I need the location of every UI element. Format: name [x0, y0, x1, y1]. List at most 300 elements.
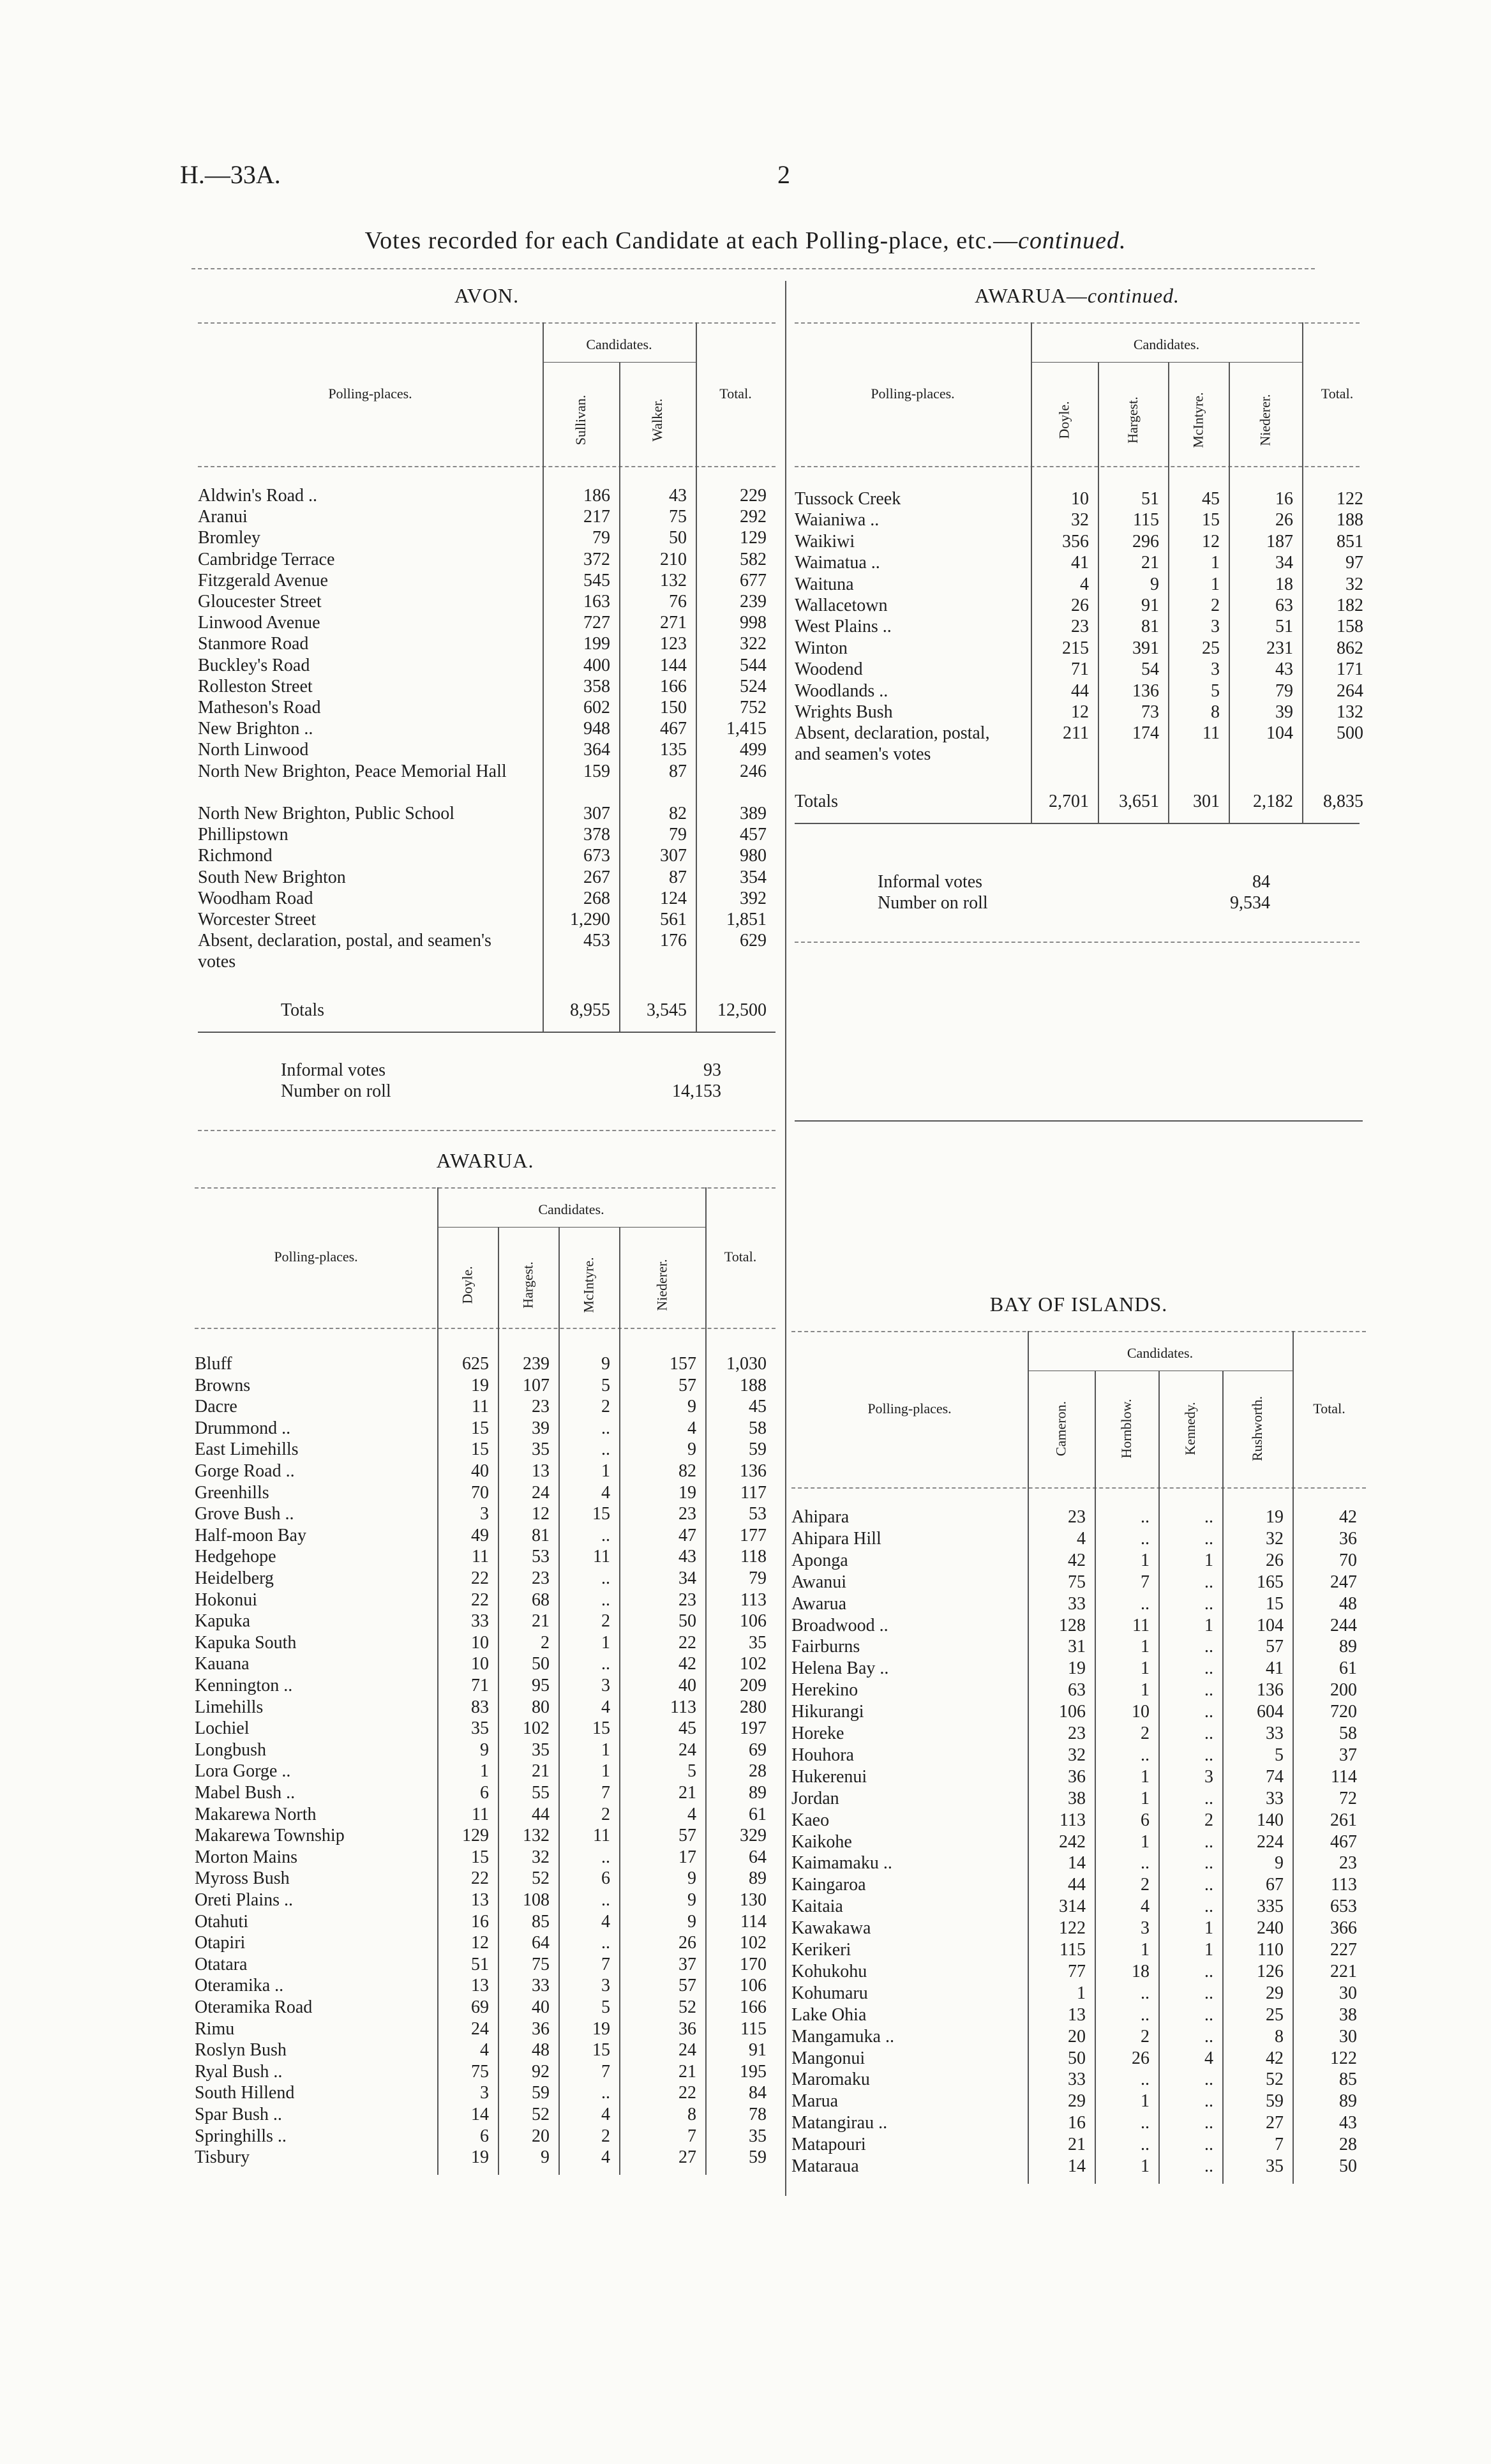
total-votes: 629: [740, 931, 767, 951]
total-votes: 30: [1339, 1983, 1357, 2003]
page-title-continued: continued.: [1018, 227, 1127, 254]
candidate-name: Kennedy.: [1182, 1402, 1198, 1455]
candidate-votes: 14: [1068, 2156, 1086, 2176]
total-votes: 227: [1330, 1940, 1357, 1960]
candidate-votes: 31: [1068, 1637, 1086, 1657]
candidate-votes: 35: [1266, 2156, 1284, 2176]
candidate-votes: 3: [480, 1504, 489, 1524]
candidate-votes: 453: [583, 931, 610, 951]
table-row: [195, 1461, 775, 1482]
candidate-votes: 24: [678, 1739, 696, 1760]
candidate-votes: 561: [660, 910, 687, 929]
table-head-rule: [791, 1487, 1366, 1489]
candidate-votes: 57: [678, 1375, 696, 1395]
polling-place-name: Matangirau ..: [791, 2113, 888, 2133]
column-rule: [1168, 362, 1169, 466]
candidate-votes: ..: [1204, 1637, 1213, 1657]
candidate-votes: 11: [472, 1804, 489, 1824]
polling-place-name: Longbush: [195, 1739, 266, 1760]
table-row: [795, 616, 1363, 637]
table-row: [195, 1932, 775, 1953]
polling-place-name: Herekino: [791, 1680, 858, 1701]
table-row: [195, 1911, 775, 1932]
candidate-votes: 215: [1062, 638, 1089, 658]
total-votes: 48: [1339, 1593, 1357, 1614]
candidate-votes: ..: [1204, 1572, 1213, 1592]
candidate-votes: 2: [1141, 1875, 1150, 1895]
candidate-votes: ..: [1204, 1788, 1213, 1808]
candidate-votes: 23: [1068, 1507, 1086, 1527]
candidate-votes: 42: [1068, 1550, 1086, 1570]
column-rule: [696, 466, 697, 1032]
table-row: [195, 1589, 775, 1611]
total-votes: 130: [740, 1890, 767, 1910]
candidate-votes: 42: [1266, 2048, 1284, 2068]
table-row: [198, 845, 775, 866]
candidate-votes: 35: [532, 1439, 550, 1460]
candidate-votes: 3: [601, 1676, 610, 1695]
page-number: 2: [777, 160, 790, 189]
table-row: [791, 1701, 1366, 1722]
table-row: [791, 2112, 1366, 2133]
candidate-votes: 95: [532, 1676, 550, 1695]
candidate-votes: 186: [583, 486, 610, 506]
candidate-votes: 11: [1132, 1615, 1150, 1635]
polling-place-name: Kaingaroa: [791, 1875, 866, 1895]
table-row: [195, 1868, 775, 1889]
candidate-total: 8,955: [570, 1000, 610, 1020]
candidate-votes: 64: [532, 1933, 550, 1953]
candidate-votes: 136: [1132, 680, 1159, 701]
candidate-votes: 12: [1202, 531, 1220, 552]
candidate-votes: 625: [462, 1354, 489, 1374]
polling-place-name: Fitzgerald Avenue: [198, 570, 328, 590]
candidate-votes: ..: [1204, 1897, 1213, 1917]
candidate-total: 2,701: [1049, 792, 1089, 812]
polling-place-name: Morton Mains: [195, 1847, 297, 1867]
section-end-rule: [198, 1130, 775, 1131]
candidate-votes: 37: [678, 1954, 696, 1974]
table-row: [195, 2147, 775, 2168]
section-end-rule: [795, 942, 1360, 943]
candidate-votes: ..: [1141, 1745, 1150, 1765]
candidate-votes: 11: [593, 1826, 610, 1846]
polling-place-name: Gloucester Street: [198, 592, 322, 612]
candidate-votes: 4: [1204, 2048, 1213, 2068]
candidate-votes: 22: [471, 1868, 489, 1889]
candidate-votes: ..: [1141, 1853, 1150, 1874]
table-row: [791, 2069, 1366, 2090]
table-bottom-rule: [198, 1032, 775, 1033]
candidate-votes: 1: [1204, 1550, 1213, 1570]
candidate-votes: 22: [471, 1568, 489, 1588]
candidate-votes: 268: [583, 888, 610, 908]
candidate-votes: 91: [1141, 596, 1159, 615]
table-row: [198, 718, 775, 739]
total-votes: 113: [1331, 1875, 1357, 1895]
total-votes: 118: [740, 1547, 767, 1567]
polling-place-name: Kawakawa: [791, 1918, 871, 1939]
total-votes: 117: [740, 1482, 767, 1503]
total-votes: 35: [749, 2126, 767, 2146]
table-row: [198, 824, 775, 845]
candidate-votes: 51: [471, 1954, 489, 1974]
candidate-votes: 36: [1068, 1766, 1086, 1787]
candidate-votes: 41: [1071, 553, 1089, 573]
candidate-votes: 40: [471, 1461, 489, 1481]
candidate-votes: 1: [1141, 1550, 1150, 1570]
polling-place-name: West Plains ..: [795, 617, 892, 637]
table-row: [195, 1975, 775, 1996]
informal-votes-value: 93: [703, 1060, 721, 1080]
polling-place-name: Oreti Plains ..: [195, 1890, 293, 1910]
candidate-votes: 307: [583, 804, 610, 823]
table-top-rule: [198, 322, 775, 324]
candidate-votes: 71: [1071, 659, 1089, 680]
candidate-votes: 33: [1266, 1788, 1284, 1808]
candidate-votes: 57: [1266, 1637, 1284, 1657]
column-rule: [498, 1227, 499, 1328]
candidate-votes: 40: [532, 1997, 550, 2017]
candidate-votes: 43: [669, 486, 687, 506]
polling-place-name: Cambridge Terrace: [198, 549, 335, 569]
candidate-votes: 27: [1266, 2113, 1284, 2133]
candidate-votes: 12: [471, 1933, 489, 1953]
column-rule: [1229, 362, 1230, 466]
candidate-votes: 4: [1080, 574, 1089, 594]
table-row: [198, 867, 775, 888]
table-row: [791, 1961, 1366, 1982]
table-row: [198, 527, 775, 548]
candidate-votes: ..: [1204, 1961, 1213, 1981]
total-label: Total.: [719, 385, 752, 402]
candidate-votes: 11: [1203, 723, 1220, 744]
candidate-votes: 267: [583, 867, 610, 887]
total-votes: 1,030: [726, 1354, 767, 1374]
candidate-votes: ..: [601, 1847, 610, 1867]
candidate-votes: 43: [1275, 659, 1293, 680]
total-votes: 114: [1331, 1766, 1357, 1787]
candidate-votes: 36: [678, 2018, 696, 2039]
candidate-votes: 13: [471, 1976, 489, 1996]
candidate-votes: 1,290: [570, 910, 610, 929]
total-votes: 200: [1330, 1680, 1357, 1701]
table-row: [795, 638, 1363, 659]
table-row: [795, 574, 1363, 595]
page-title: [0, 227, 1491, 255]
table-row: [195, 2040, 775, 2061]
candidate-votes: 122: [1059, 1918, 1086, 1939]
candidate-votes: 948: [583, 719, 610, 739]
candidate-votes: 4: [601, 1482, 610, 1503]
candidate-total: 3,651: [1119, 792, 1159, 812]
total-votes: 499: [740, 740, 767, 760]
table-row: [791, 1983, 1366, 2004]
candidate-votes: 1: [1141, 1637, 1150, 1657]
polling-place-name: East Limehills: [195, 1439, 299, 1460]
polling-place-name: Hikurangi: [791, 1702, 864, 1722]
candidate-votes: 79: [592, 528, 610, 548]
candidate-votes: 9: [687, 1439, 696, 1460]
candidate-votes: 49: [471, 1525, 489, 1545]
candidate-votes: 16: [1068, 2113, 1086, 2133]
total-votes: 392: [740, 888, 767, 908]
candidate-votes: 174: [1132, 723, 1159, 744]
table-row: [198, 506, 775, 527]
candidate-votes: 40: [678, 1676, 696, 1695]
polling-place-name: Myross Bush: [195, 1868, 290, 1889]
candidate-votes: 52: [532, 2105, 550, 2124]
total-votes: 23: [1339, 1853, 1357, 1874]
total-votes: 171: [1337, 659, 1363, 680]
candidate-votes: 136: [1257, 1680, 1284, 1701]
candidate-name: McIntyre.: [1190, 392, 1206, 448]
candidate-votes: ..: [1204, 1702, 1213, 1722]
polling-place-name: Houhora: [791, 1745, 854, 1765]
polling-place-name: Grove Bush ..: [195, 1504, 294, 1524]
polling-place-name: Lake Ohia: [791, 2004, 867, 2025]
table-row: [195, 2104, 775, 2125]
table-row: [195, 1546, 775, 1567]
polling-place-name: New Brighton ..: [198, 719, 313, 739]
candidate-votes: 19: [1068, 1658, 1086, 1679]
candidate-votes: 77: [1068, 1961, 1086, 1981]
candidate-votes: ..: [1204, 2004, 1213, 2025]
candidate-votes: 400: [583, 655, 610, 675]
candidate-votes: 9: [687, 1397, 696, 1417]
polling-place-name: Waikiwi: [795, 531, 855, 552]
candidate-votes: 67: [1266, 1875, 1284, 1895]
candidate-votes: 128: [1059, 1615, 1086, 1635]
document-reference: H.—33A.: [180, 160, 281, 189]
candidate-votes: 364: [583, 740, 610, 760]
polling-places-label: Polling-places.: [867, 1400, 952, 1416]
candidate-votes: 2: [601, 1611, 610, 1632]
candidate-votes: 12: [1071, 702, 1089, 722]
candidate-votes: ..: [1204, 1528, 1213, 1549]
candidate-votes: 18: [1132, 1961, 1150, 1981]
table-row: [791, 1615, 1366, 1636]
candidate-votes: 115: [1060, 1940, 1086, 1960]
candidate-votes: 2: [1204, 1810, 1213, 1830]
candidate-votes: 92: [532, 2061, 550, 2082]
table-row: [795, 531, 1363, 552]
candidate-votes: ..: [1204, 1831, 1213, 1852]
candidate-votes: ..: [1204, 1983, 1213, 2003]
candidate-votes: ..: [1141, 1593, 1150, 1614]
section-title: [791, 1293, 1366, 1316]
candidate-votes: 358: [583, 676, 610, 696]
table-row: [791, 1810, 1366, 1831]
candidate-name: Hornblow.: [1118, 1399, 1134, 1459]
candidate-votes: 16: [471, 1911, 489, 1932]
total-votes: 28: [749, 1761, 767, 1782]
polling-place-name: Kohukohu: [791, 1961, 867, 1981]
total-votes: 1,415: [726, 719, 767, 739]
polling-place-name: Lora Gorge ..: [195, 1761, 291, 1782]
total-votes: 292: [740, 507, 767, 527]
polling-place-name: Woodham Road: [198, 888, 313, 908]
candidate-name: McIntyre.: [580, 1257, 597, 1313]
column-rule: [558, 1328, 560, 2175]
candidate-votes: 4: [1077, 1528, 1086, 1549]
candidate-votes: 79: [669, 825, 687, 845]
candidate-votes: 8: [687, 2105, 696, 2124]
table-row: [195, 1482, 775, 1503]
total-votes: 221: [1330, 1961, 1357, 1981]
candidate-votes: 224: [1257, 1831, 1284, 1852]
candidate-votes: 1: [1141, 1766, 1150, 1787]
candidate-votes: 24: [471, 2018, 489, 2039]
section-title: [195, 1149, 775, 1173]
polling-place-name: Bluff: [195, 1354, 232, 1374]
total-votes: 500: [1337, 723, 1363, 744]
polling-places-label: Polling-places.: [871, 385, 955, 402]
candidate-votes: 59: [1266, 2091, 1284, 2112]
table-row: [195, 2018, 775, 2040]
candidate-votes: 1: [1141, 1658, 1150, 1679]
candidate-votes: ..: [1204, 1593, 1213, 1614]
candidate-votes: 39: [532, 1418, 550, 1438]
polling-place-name: Ryal Bush ..: [195, 2061, 283, 2082]
candidate-votes: ..: [601, 1418, 610, 1438]
candidate-name: Hargest.: [1125, 396, 1141, 444]
number-on-roll-label: Number on roll: [878, 893, 988, 913]
candidate-votes: 69: [471, 1997, 489, 2017]
candidate-votes: 43: [678, 1547, 696, 1567]
candidate-votes: 1: [601, 1761, 610, 1782]
total-votes: 106: [740, 1976, 767, 1996]
polling-place-name: Gorge Road ..: [195, 1461, 295, 1481]
candidate-votes: 35: [471, 1718, 489, 1739]
polling-place-name: Wrights Bush: [795, 702, 893, 722]
candidate-votes: 1: [1141, 2091, 1150, 2112]
informal-votes-label: Informal votes: [281, 1060, 386, 1080]
candidate-votes: ..: [1204, 1680, 1213, 1701]
total-votes: 28: [1339, 2135, 1357, 2155]
table-row: [195, 1889, 775, 1911]
table-row: [198, 549, 775, 570]
polling-place-name: Greenhills: [195, 1482, 269, 1503]
candidate-votes: 129: [462, 1826, 489, 1846]
candidate-votes: ..: [1141, 2070, 1150, 2090]
candidate-votes: 1: [1077, 1983, 1086, 2003]
candidate-votes: 4: [601, 2105, 610, 2124]
table-row: [198, 697, 775, 718]
candidate-name: Hargest.: [520, 1261, 536, 1309]
candidate-name: Niederer.: [1257, 394, 1273, 446]
candidate-votes: 217: [583, 507, 610, 527]
candidate-votes: ..: [1204, 1658, 1213, 1679]
total-votes: 1,851: [726, 910, 767, 929]
candidate-votes: 75: [1068, 1572, 1086, 1592]
candidate-votes: 51: [1141, 489, 1159, 509]
candidate-votes: ..: [1141, 1983, 1150, 2003]
candidate-votes: 2: [541, 1632, 550, 1653]
candidate-votes: 3: [601, 1976, 610, 1996]
candidate-name: Niederer.: [654, 1259, 670, 1311]
total-votes: 59: [749, 1439, 767, 1460]
candidate-votes: 42: [678, 1654, 696, 1674]
candidate-votes: 107: [523, 1375, 550, 1395]
total-votes: 188: [1337, 510, 1363, 530]
candidate-votes: 55: [532, 1783, 550, 1803]
candidate-name: Rushworth.: [1249, 1395, 1265, 1462]
total-votes: 247: [1330, 1572, 1357, 1592]
candidate-votes: 8: [1275, 2026, 1284, 2047]
table-row: [791, 1831, 1366, 1852]
candidate-votes: 12: [532, 1504, 550, 1524]
total-votes: 79: [749, 1568, 767, 1588]
candidate-votes: 32: [532, 1847, 550, 1867]
table-row: [791, 2091, 1366, 2112]
candidate-votes: 4: [601, 2147, 610, 2168]
polling-place-name: Mangamuka ..: [791, 2026, 894, 2047]
total-votes: 89: [749, 1868, 767, 1889]
total-votes: 677: [740, 570, 767, 590]
table-row: [195, 1611, 775, 1632]
candidate-votes: 7: [687, 2126, 696, 2146]
polling-place-name: Fairburns: [791, 1637, 860, 1657]
candidate-votes: 25: [1266, 2004, 1284, 2025]
candidate-votes: 176: [660, 931, 687, 951]
total-votes: 115: [740, 2018, 767, 2039]
candidate-votes: 378: [583, 825, 610, 845]
candidate-votes: 33: [1068, 2070, 1086, 2090]
candidate-votes: 9: [1275, 1853, 1284, 1874]
polling-place-name: Richmond: [198, 846, 273, 866]
candidate-votes: 35: [532, 1739, 550, 1760]
candidate-votes: 70: [471, 1482, 489, 1503]
polling-place-name: Oteramika Road: [195, 1997, 313, 2017]
polling-place-name: Waianiwa ..: [795, 510, 880, 530]
candidates-label: Candidates.: [1127, 1345, 1194, 1361]
polling-place-name: Mataraua: [791, 2156, 859, 2176]
candidate-votes: 85: [532, 1911, 550, 1932]
candidate-votes: 4: [480, 2040, 489, 2061]
candidate-votes: 2: [1211, 596, 1220, 615]
candidate-votes: 6: [480, 2126, 489, 2146]
candidate-votes: ..: [1204, 1745, 1213, 1765]
polling-place-name: Browns: [195, 1375, 251, 1395]
total-votes: 170: [740, 1954, 767, 1974]
candidates-label: Candidates.: [1133, 336, 1200, 352]
informal-votes-value: 84: [1252, 872, 1270, 892]
table-row: [198, 655, 775, 676]
candidate-votes: 1: [601, 1632, 610, 1653]
table-row: [791, 1788, 1366, 1809]
table-row: [198, 676, 775, 697]
polling-place-name: Kaimamaku ..: [791, 1853, 892, 1874]
candidate-votes: 26: [678, 1933, 696, 1953]
total-votes: 166: [740, 1997, 767, 2017]
candidate-votes: 19: [678, 1482, 696, 1503]
candidate-votes: ..: [1204, 2156, 1213, 2176]
polling-place-name: Otatara: [195, 1954, 248, 1974]
column-rule: [1028, 1487, 1029, 2184]
candidate-votes: ..: [601, 1439, 610, 1460]
polling-place-name: Mabel Bush ..: [195, 1783, 296, 1803]
total-votes: 720: [1330, 1702, 1357, 1722]
polling-place-name: Hedgehope: [195, 1547, 276, 1567]
table-row: [791, 1528, 1366, 1549]
candidate-votes: 83: [471, 1697, 489, 1717]
candidate-votes: 45: [1202, 489, 1220, 509]
total-votes: 980: [740, 846, 767, 866]
candidate-votes: 1: [1204, 1918, 1213, 1939]
total-votes: 851: [1337, 531, 1363, 552]
polling-place-name: Kapuka: [195, 1611, 251, 1632]
